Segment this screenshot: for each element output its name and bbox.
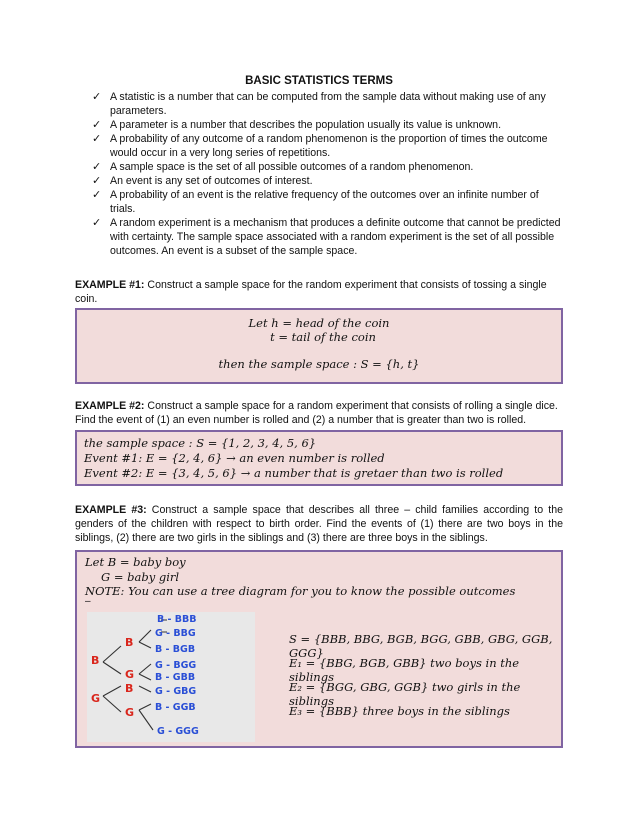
example2-prompt: [75, 399, 563, 427]
example2-text: Construct a sample space for a random experiment that consists of rolling a single dice. Find the event of (1) an even number is rolled and (2) a number that is greater than two is rolled.: [75, 400, 558, 426]
list-item: [92, 188, 562, 216]
terms-list: [92, 90, 562, 258]
tree-node: G: [125, 668, 135, 681]
example1-box: [75, 308, 563, 384]
example3-result: E₁ = {BBG, BGB, GBB} two boys in the siblings: [289, 656, 520, 684]
example3-label: EXAMPLE #3:: [75, 504, 147, 516]
example3-box: [75, 550, 563, 748]
tree-outcome: B - BBB: [157, 614, 197, 625]
tree-outcome: G - GBG: [155, 686, 197, 697]
term-text: A random experiment is a mechanism that produces a definite outcome that cannot be predicted with certainty. The sample space associated with a random experiment is the set of all possible outcomes. An event is a subset of the sample space.: [110, 217, 561, 257]
term-text: A probability of an event is the relative frequency of the outcomes over an infinite number of trials.: [110, 189, 539, 215]
example1-prompt: [75, 278, 563, 306]
term-text: A statistic is a number that can be computed from the sample data without making use of any parameters.: [110, 91, 546, 117]
example3-result: S = {BBB, BBG, BGB, BGG, GBB, GBG, GGB, GGG}: [289, 632, 553, 660]
example3-result: E₂ = {BGG, GBG, GGB} two girls in the siblings: [289, 680, 521, 708]
tree-node: G: [125, 706, 135, 719]
check-icon: ✓: [92, 119, 102, 131]
tree-outcome: G - BGG: [155, 660, 197, 671]
tree-outcome: G - BBG: [155, 628, 196, 639]
check-icon: ✓: [92, 133, 102, 145]
example2-line: Event #1: E = {2, 4, 6} → an even number is rolled: [84, 451, 385, 465]
page-title: BASIC STATISTICS TERMS: [245, 75, 393, 87]
example3-prompt: [75, 503, 563, 545]
tree-node: G: [91, 692, 101, 705]
tree-outcome: B - GGB: [155, 702, 196, 713]
list-item: [92, 174, 562, 188]
list-item: [92, 132, 562, 160]
example2-label: EXAMPLE #2:: [75, 400, 145, 412]
list-item: [92, 160, 562, 174]
example3-line: G = baby girl: [101, 570, 180, 584]
check-icon: ✓: [92, 189, 102, 201]
example1-line: t = tail of the coin: [270, 330, 376, 344]
tree-outcome: B - GBB: [155, 672, 196, 683]
tree-outcome: G - GGG: [157, 726, 199, 737]
example2-line: Event #2: E = {3, 4, 5, 6} → a number that is gretaer than two is rolled: [84, 466, 504, 480]
dash-mark: –: [85, 596, 91, 607]
list-item: [92, 90, 562, 118]
tree-outcome: B - BGB: [155, 644, 196, 655]
term-text: A parameter is a number that describes the population usually its value is unknown.: [110, 119, 502, 131]
list-item: [92, 216, 562, 258]
example3-result: E₃ = {BBB} three boys in the siblings: [289, 704, 510, 718]
example1-label: EXAMPLE #1:: [75, 279, 145, 291]
tree-diagram: [87, 612, 255, 742]
check-icon: ✓: [92, 91, 102, 103]
example1-line: then the sample space : S = {h, t}: [218, 357, 420, 371]
example1-text: Construct a sample space for the random experiment that consists of tossing a single coin.: [75, 279, 547, 305]
check-icon: ✓: [92, 217, 102, 229]
tree-node: B: [91, 654, 100, 667]
term-text: An event is any set of outcomes of interest.: [110, 175, 313, 187]
list-item: [92, 118, 562, 132]
example2-box: [75, 430, 563, 486]
term-text: A probability of any outcome of a random phenomenon is the proportion of times the outcome would occur in a very long series of repetitions.: [110, 133, 548, 159]
example3-text: Construct a sample space that describes all three – child families according to the genders of the children with respect to birth order. Find the events of (1) there are two boys in the siblings, (2) there are two girls in the siblings and (3) there are three boys in the siblings.: [75, 504, 563, 544]
example2-line: the sample space : S = {1, 2, 3, 4, 5, 6}: [84, 436, 317, 450]
tree-diagram-svg: [87, 612, 255, 742]
term-text: A sample space is the set of all possible outcomes of a random phenomenon.: [110, 161, 474, 173]
tree-node: B: [125, 636, 134, 649]
example3-line: Let B = baby boy: [85, 555, 186, 569]
check-icon: ✓: [92, 161, 102, 173]
example3-line: NOTE: You can use a tree diagram for you to know the possible outcomes: [85, 584, 516, 598]
check-icon: ✓: [92, 175, 102, 187]
tree-node: B: [125, 682, 134, 695]
example1-line: Let h = head of the coin: [248, 316, 390, 330]
